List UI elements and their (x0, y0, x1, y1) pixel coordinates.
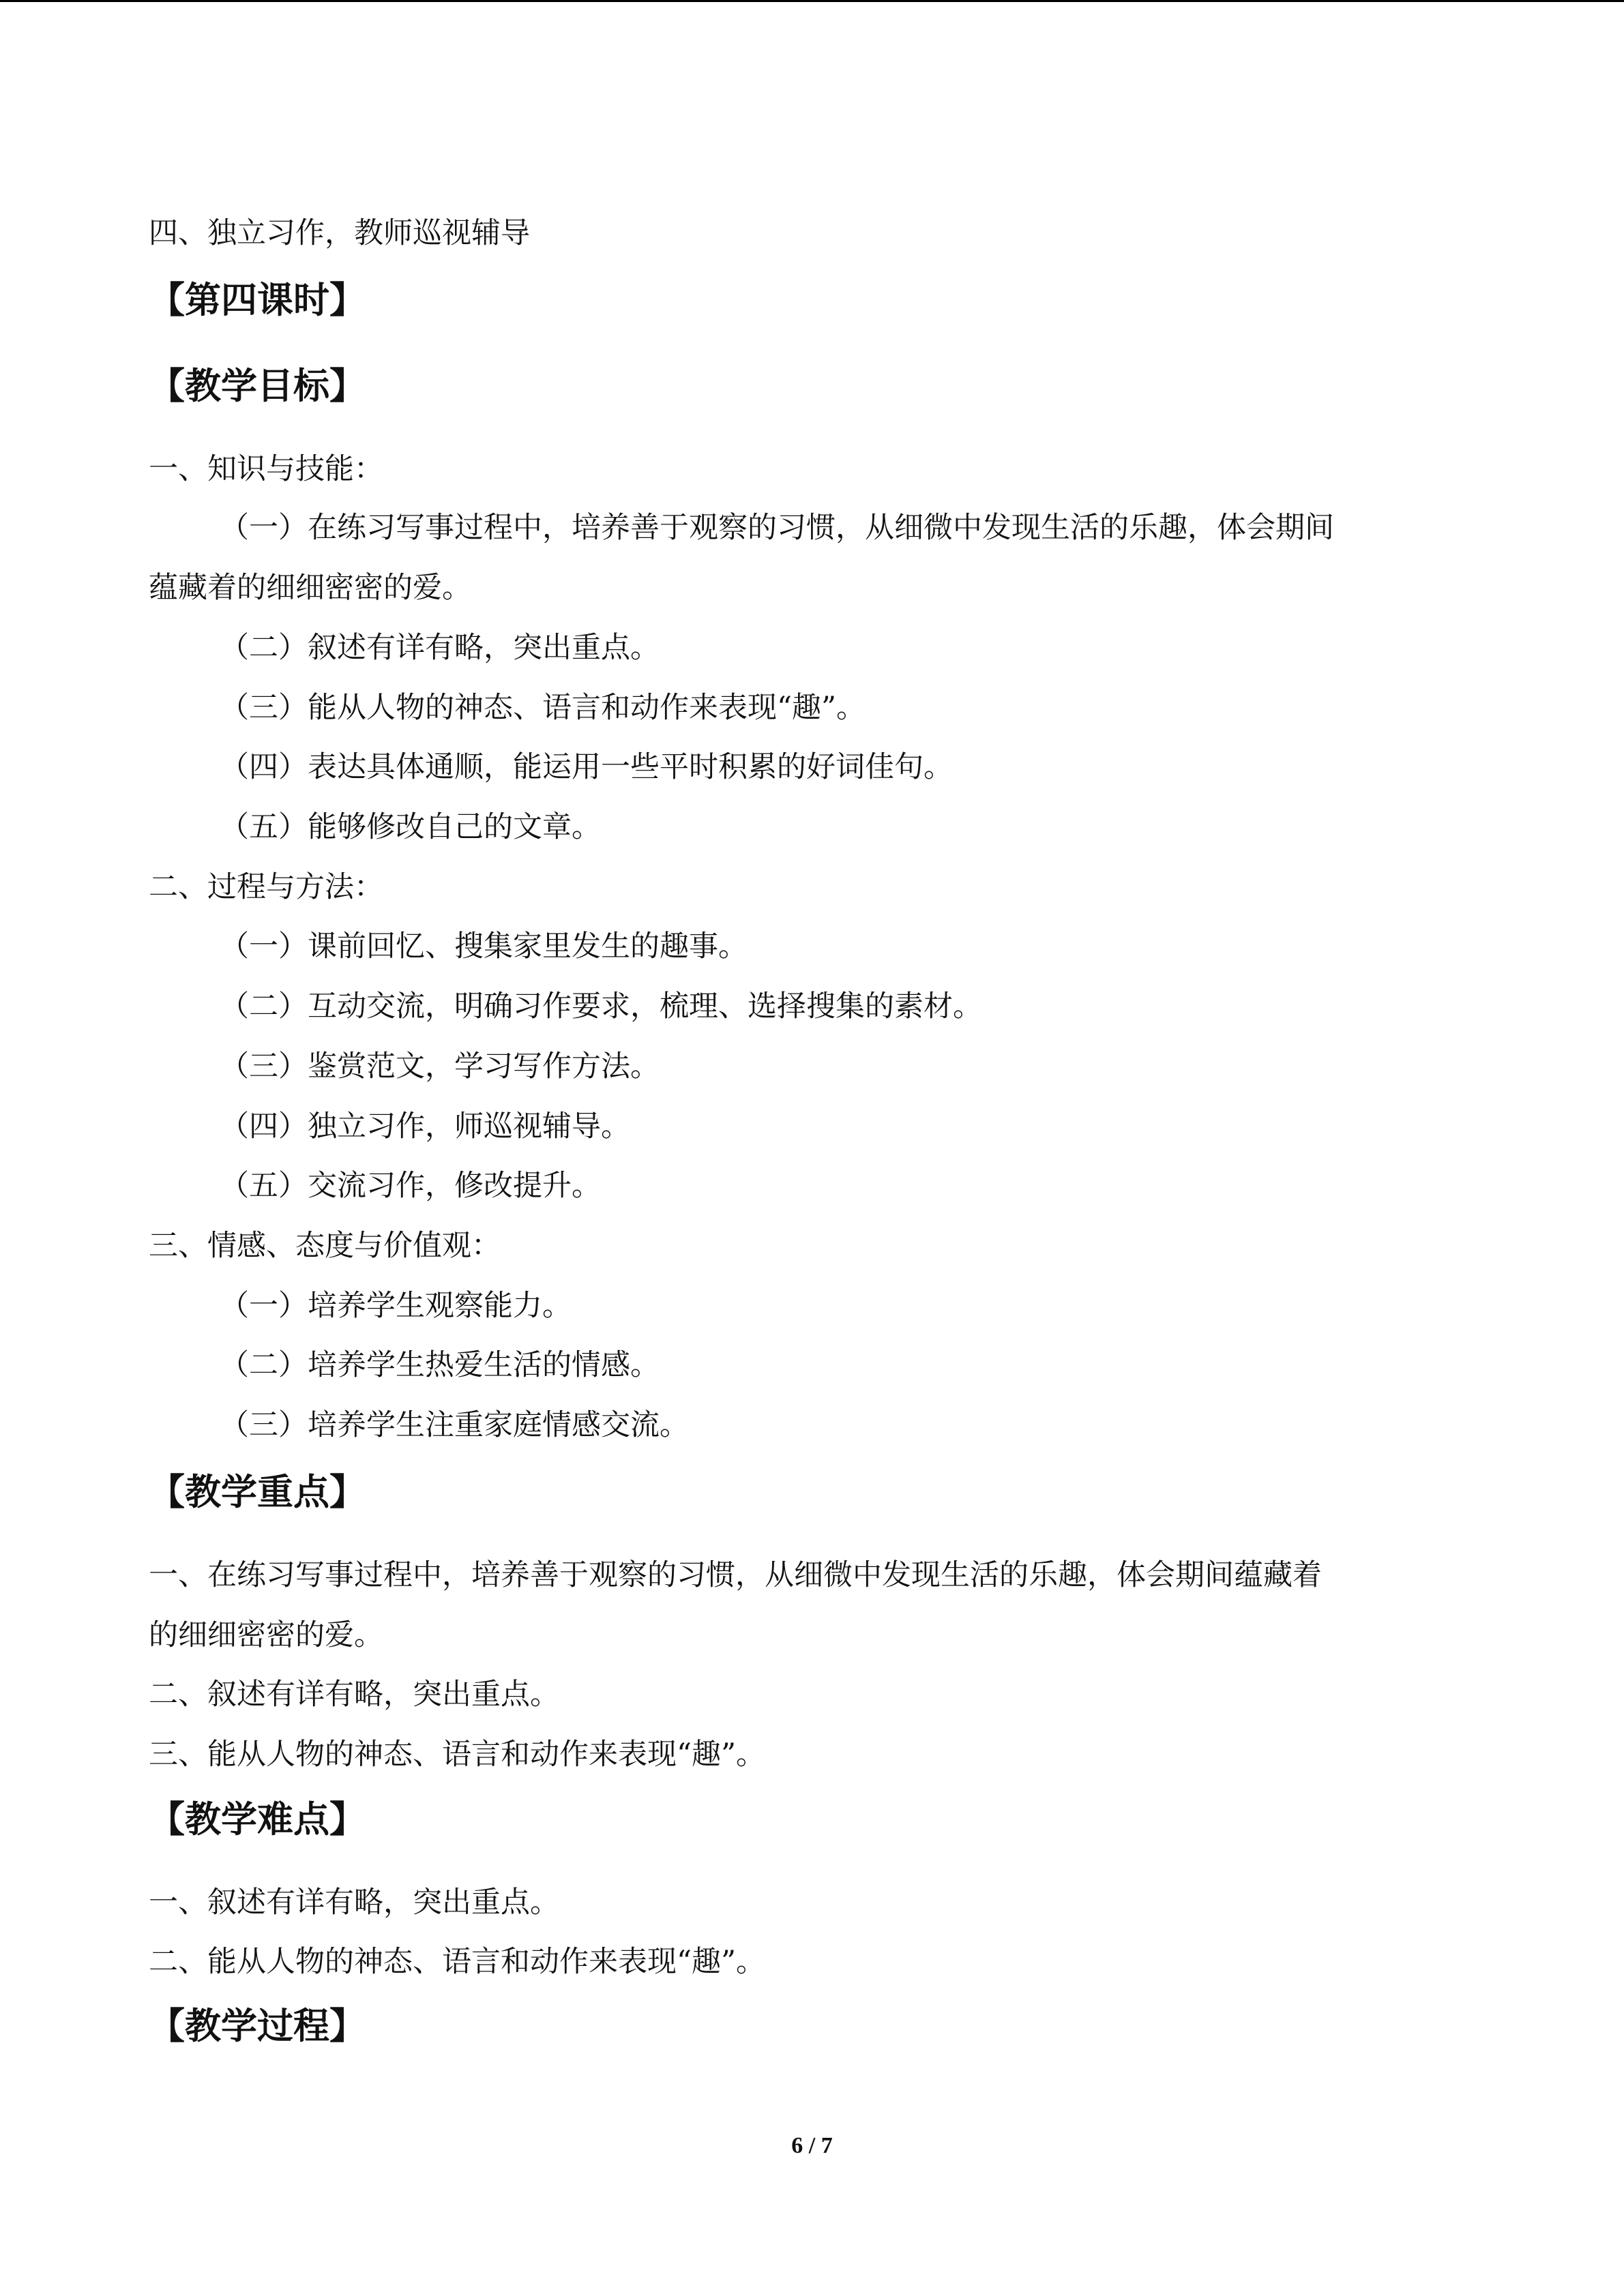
body-line: （二）培养学生热爱生活的情感。 (220, 1348, 660, 1382)
section-heading: 【第四课时】 (149, 280, 366, 321)
body-line: 三、能从人物的神态、语言和动作来表现“趣”。 (149, 1738, 765, 1772)
body-line: 蕴藏着的细细密密的爱。 (149, 571, 471, 605)
body-line: 一、知识与技能： (149, 452, 383, 486)
body-line: （一）培养学生观察能力。 (220, 1289, 572, 1323)
body-line: 二、过程与方法： (149, 870, 383, 904)
body-line: （三）培养学生注重家庭情感交流。 (220, 1408, 689, 1442)
section-heading: 【教学难点】 (149, 1799, 366, 1840)
body-line: （一）课前回忆、搜集家里发生的趣事。 (220, 929, 748, 964)
body-line: （四）独立习作，师巡视辅导。 (220, 1109, 630, 1144)
body-line: 的细细密密的爱。 (149, 1618, 383, 1652)
body-line: （五）交流习作，修改提升。 (220, 1169, 601, 1203)
section-heading: 【教学重点】 (149, 1472, 366, 1513)
body-line: （二）叙述有详有略，突出重点。 (220, 631, 660, 665)
body-line: （二）互动交流，明确习作要求，梳理、选择搜集的素材。 (220, 989, 982, 1024)
body-line: 二、叙述有详有略，突出重点。 (149, 1678, 559, 1712)
body-line: 一、在练习写事过程中，培养善于观察的习惯，从细微中发现生活的乐趣，体会期间蕴藏着 (149, 1558, 1322, 1592)
page-number: 6 / 7 (791, 2133, 833, 2158)
body-line: （三）鉴赏范文，学习写作方法。 (220, 1049, 660, 1084)
body-line: 四、独立习作，教师巡视辅导 (149, 216, 530, 250)
body-line: （四）表达具体通顺，能运用一些平时积累的好词佳句。 (220, 750, 953, 784)
body-line: 三、情感、态度与价值观： (149, 1229, 501, 1263)
body-line: 一、叙述有详有略，突出重点。 (149, 1885, 559, 1920)
body-line: （一）在练习写事过程中，培养善于观察的习惯，从细微中发现生活的乐趣，体会期间 (220, 511, 1334, 545)
section-heading: 【教学目标】 (149, 366, 366, 407)
body-line: （三）能从人物的神态、语言和动作来表现“趣”。 (220, 691, 866, 725)
body-line: （五）能够修改自己的文章。 (220, 810, 601, 844)
section-heading: 【教学过程】 (149, 2006, 366, 2047)
body-line: 二、能从人物的神态、语言和动作来表现“趣”。 (149, 1945, 765, 1979)
